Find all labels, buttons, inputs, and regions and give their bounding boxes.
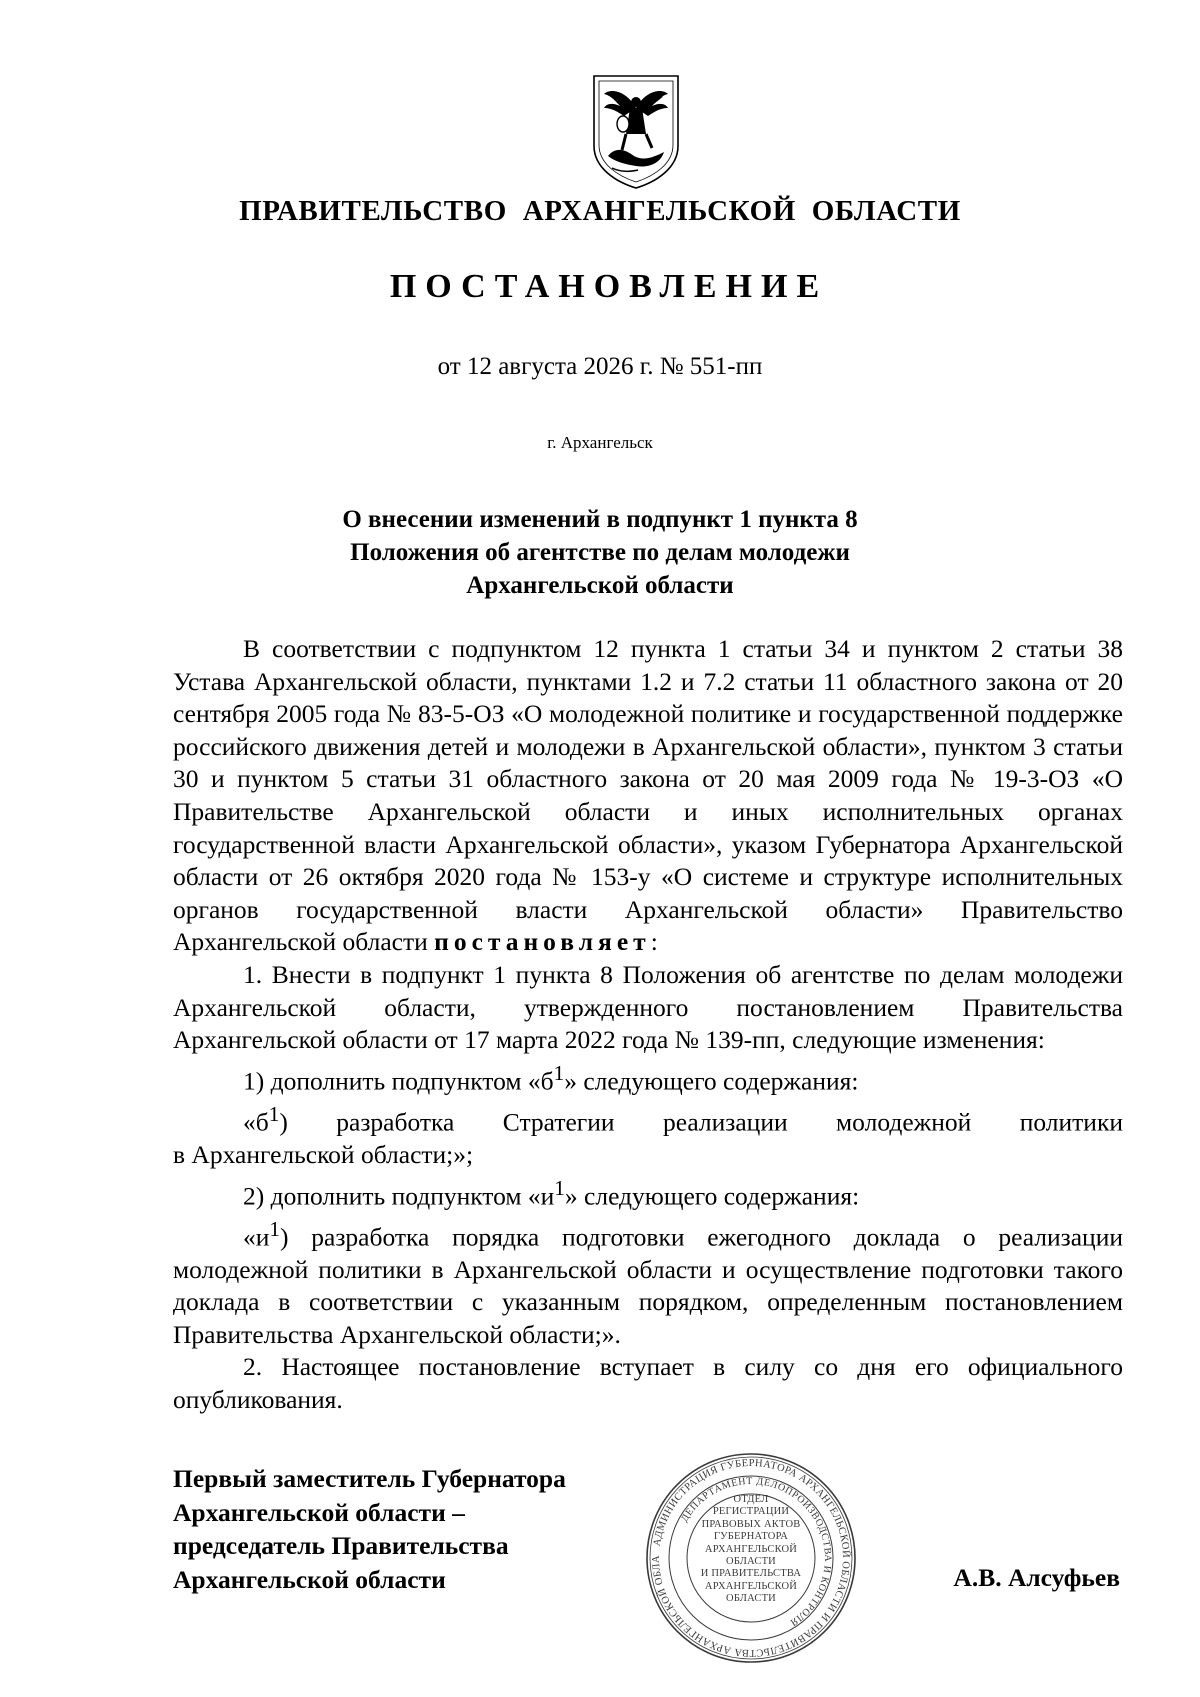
- stamp-outer-ring-text: АДМИНИСТРАЦИЯ ГУБЕРНАТОРА АРХАНГЕЛЬСКОЙ ОБЛАСТИ И ПРАВИТЕЛЬСТВА АРХАНГЕЛЬСКОЙ ОБЛА: [650, 1457, 852, 1659]
- item-1-paragraph: 1. Внести в подпункт 1 пункта 8 Положения об агентстве по делам молодежи Архангельской области, утвержденного постановлением Правительства Архангельской области от 17 марта 2022 года № 139-пп, следующие изменения:: [173, 959, 1123, 1055]
- superscript: 1: [553, 1060, 565, 1085]
- stamp-line: ОТДЕЛ: [733, 1494, 769, 1505]
- stamp-line: И ПРАВИТЕЛЬСТВА: [700, 1568, 802, 1580]
- government-title: ПРАВИТЕЛЬСТВО АРХАНГЕЛЬСКОЙ ОБЛАСТИ: [239, 195, 961, 227]
- item-2-paragraph: 2. Настоящее постановление вступает в силу со дня его официального опубликования.: [173, 1352, 1123, 1415]
- signatory-name: А.В. Алсуфьев: [953, 1563, 1120, 1592]
- subitem-1-text: 1) дополнить подпунктом «б: [243, 1066, 554, 1096]
- coat-of-arms-emblem: [590, 72, 682, 190]
- document-subject: [0, 503, 1200, 602]
- superscript: 1: [554, 1175, 565, 1200]
- stamp-line: ОБЛАСТИ: [726, 1593, 776, 1605]
- preamble-text: В соответствии с подпунктом 12 пункта 1 статьи 34 и пунктом 2 статьи 38 Устава Архангельской области, пунктами 1.2 и 7.2 статьи 11 областного закона от 20 сентября 2005 года № 83-5-ОЗ «О молодежной политике и государственной поддержке российского движения детей и молодежи в Архангельской области», пунктом 3 статьи 30 и пунктом 5 статьи 31 областного закона от 20 мая 2009 года № 19-3-ОЗ «О Правительстве Архангельской области и иных исполнительных органах государственной власти Архангельской области», указом Губернатора Архангельской области от 26 октября 2020 года № 153-у «О системе и структуре исполнительных органов государственной власти Архангельской области» Правительство Архангельской области: [173, 634, 1123, 957]
- subject-line: Архангельской области: [466, 572, 734, 599]
- signatory-position-line: Первый заместитель Губернатора: [173, 1464, 566, 1493]
- signatory-position-line: Архангельской области: [173, 1564, 446, 1594]
- signatory-position: [173, 1462, 566, 1596]
- subitem-2-content-text-end: ) разработка порядка подготовки ежегодного доклада о реализации молодежной политики в Архангельской области и осуществление подготовки такого доклада в соответствии с указанным порядком, определенным постановлением Правительства Архангельской области;».: [173, 1222, 1123, 1349]
- subitem-1-content-text: «б: [243, 1107, 269, 1137]
- signatory-position-line: Архангельской области –: [173, 1497, 465, 1527]
- document-city: г. Архангельск: [547, 433, 653, 452]
- stamp-line: АРХАНГЕЛЬСКОЙ: [704, 1543, 798, 1555]
- stamp-inner-ring-text: ДЕПАРТАМЕНТ ДЕЛОПРОИЗВОДСТВА И КОНТРОЛЯ: [679, 1475, 834, 1629]
- subitem-2-text: 2) дополнить подпунктом «и: [243, 1181, 555, 1210]
- subitem-1-text-end: » следующего содержания:: [564, 1066, 859, 1096]
- stamp-line: ГУБЕРНАТОРА: [713, 1531, 789, 1543]
- superscript: 1: [268, 1101, 280, 1126]
- resolves-word: постановляет: [434, 927, 651, 957]
- signatory-position-line: председатель Правительства: [173, 1531, 509, 1560]
- document-body: [173, 633, 1123, 1417]
- subject-line: Положения об агентстве по делам молодежи: [350, 539, 850, 566]
- subitem-1-content-paragraph: [173, 1098, 1123, 1139]
- subitem-2-content-paragraph: [173, 1213, 1123, 1352]
- stamp-center-text: [699, 1494, 803, 1606]
- subitem-2-text-end: » следующего содержания:: [564, 1181, 860, 1210]
- preamble-paragraph: [173, 633, 1123, 959]
- official-stamp: [643, 1450, 859, 1666]
- resolves-colon: :: [650, 927, 658, 957]
- document-type-title: ПОСТАНОВЛЕНИЕ: [389, 268, 829, 305]
- subitem-1-paragraph: [173, 1057, 1123, 1098]
- subitem-1-content-continuation: в Архангельской области;»;: [173, 1139, 474, 1169]
- stamp-line: ОБЛАСТИ: [726, 1556, 776, 1568]
- subitem-2-paragraph: [173, 1172, 1123, 1213]
- stamp-line: РЕГИСТРАЦИИ: [712, 1506, 790, 1518]
- superscript: 1: [269, 1216, 281, 1241]
- subitem-2-content-text: «и: [243, 1222, 270, 1252]
- subject-line: О внесении изменений в подпункт 1 пункта 8: [342, 506, 858, 533]
- stamp-line: АРХАНГЕЛЬСКОЙ: [704, 1580, 798, 1592]
- subitem-1-content-text-end: ) разработка Стратегии реализации молодежной политики: [279, 1107, 1123, 1137]
- stamp-line: ПРАВОВЫХ АКТОВ: [701, 1518, 801, 1530]
- document-date-number: от 12 августа 2026 г. № 551-пп: [437, 353, 763, 380]
